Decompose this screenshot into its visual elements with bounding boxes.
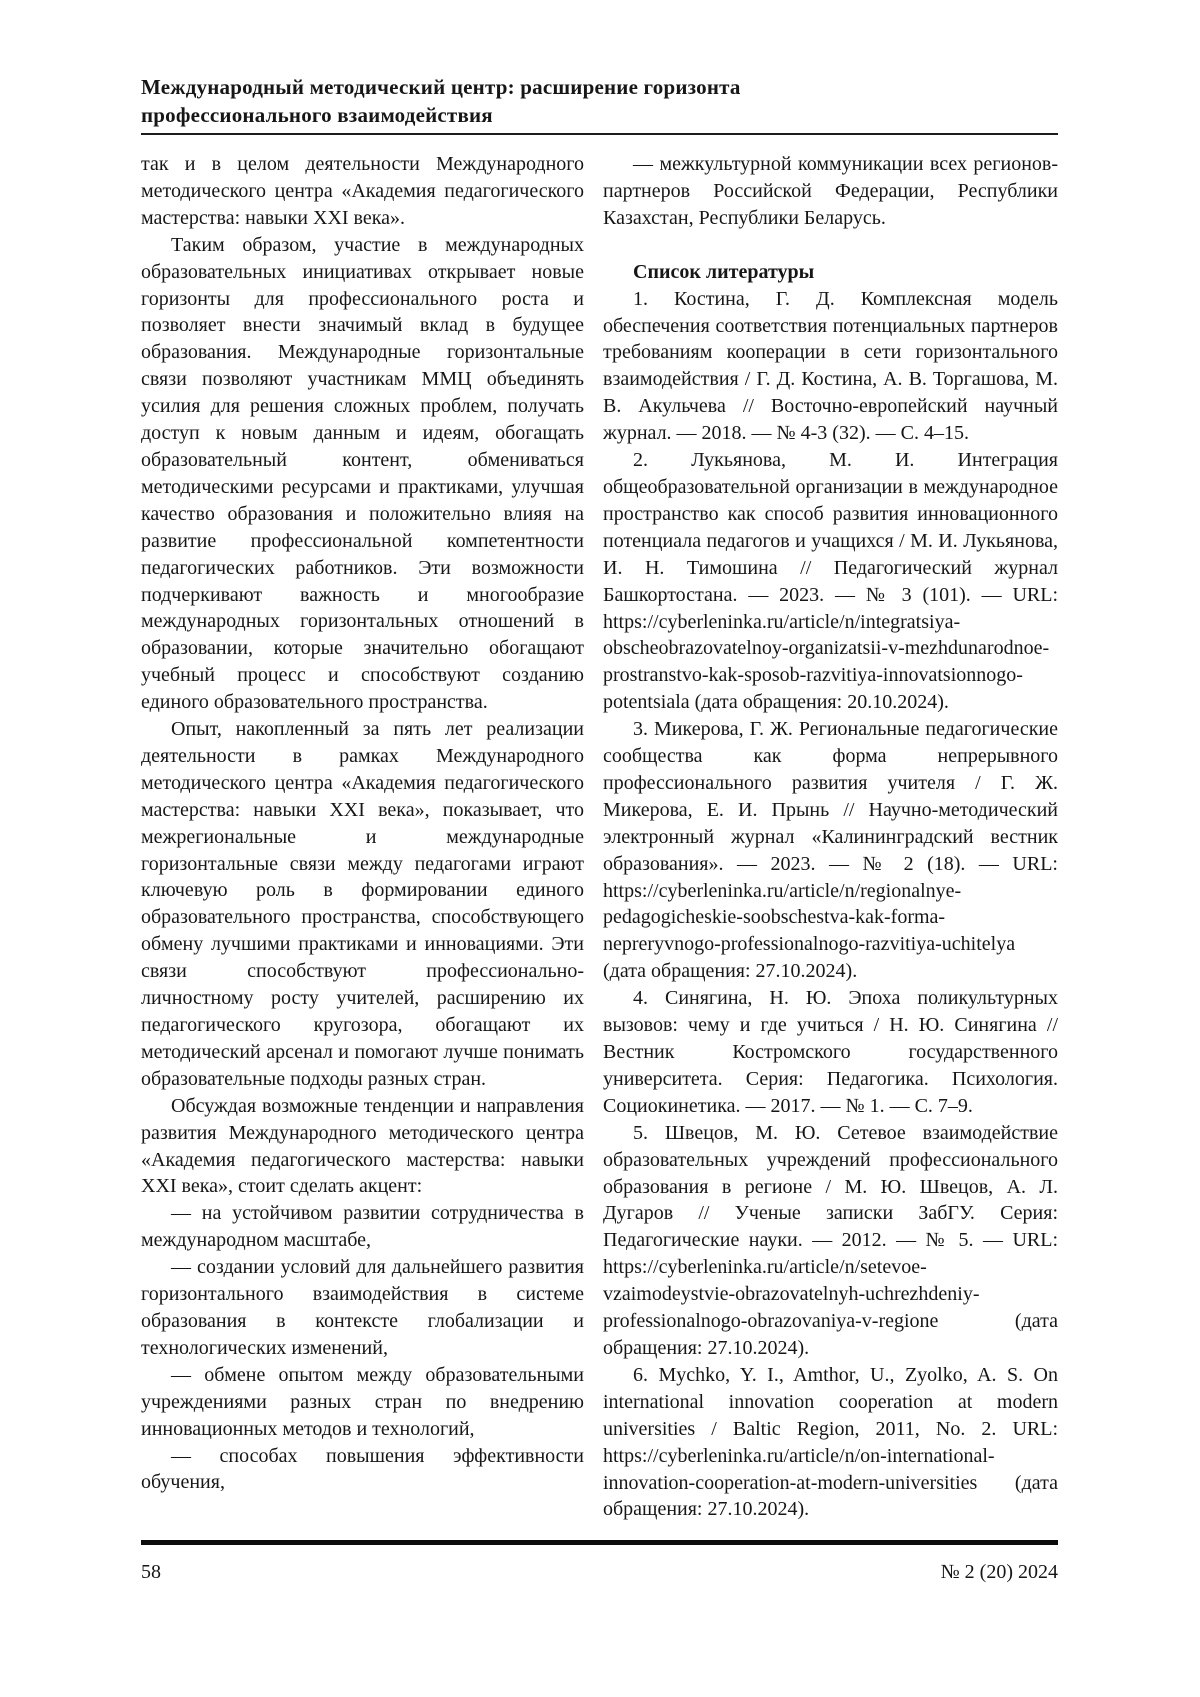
reference-item: 1. Костина, Г. Д. Комплексная модель обеспечения соответствия потенциальных партнеров требованиям кооперации в сети горизонтального взаимодействия / Г. Д. Костина, А. В. Торгашова, М. В. Акульчева // Восточно-европейский научный журнал. — 2018. — № 4-3 (32). — С. 4–15. — [603, 287, 1058, 445]
bullet-paragraph: — межкультурной коммуникации всех регионов-партнеров Российской Федерации, Республики Казахстан, Республики Беларусь. — [603, 153, 1058, 229]
body-paragraph: Опыт, накопленный за пять лет реализации деятельности в рамках Международного методического центра «Академия педагогического мастерства: навыки XXI века», показывает, что межрегиональные и международные горизонтальные связи между педагогами играют ключевую роль в формировании единого образовательного пространства, способствующего обмену лучшими практиками и инновациями. Эти связи способствуют профессионально-личностному росту учителей, расширению их педагогического кругозора, обогащают их методический арсенал и помогают лучше понимать образовательные подходы разных стран. — [141, 718, 584, 1090]
article-body — [141, 151, 1058, 1523]
page-number: 58 — [141, 1561, 161, 1583]
right-column — [603, 151, 1058, 1523]
references-heading: Список литературы — [633, 260, 815, 283]
footer-rule — [141, 1540, 1058, 1545]
body-paragraph: Обсуждая возможные тенденции и направления развития Международного методического центра «Академия педагогического мастерства: навыки XXI века», стоит сделать акцент: — [141, 1094, 584, 1198]
bullet-paragraph: — способах повышения эффективности обучения, — [141, 1444, 584, 1494]
reference-item: 6. Mychko, Y. I., Amthor, U., Zyolko, A. S. On international innovation cooperation at modern universities / Baltic Region, 2011, No. 2. URL: https://cyberleninka.ru/article/n/on-international-innovation-cooperation-at-modern-universities (дата обращения: 27.10.2024). — [603, 1363, 1058, 1521]
issue-number: № 2 (20) 2024 — [940, 1561, 1058, 1583]
left-column — [141, 151, 584, 1523]
reference-item: 2. Лукьянова, М. И. Интеграция общеобразовательной организации в международное пространство как способ развития инновационного потенциала педагогов и учащихся / М. И. Лукьянова, И. Н. Тимошина // Педагогический журнал Башкортостана. — 2023. — № 3 (101). — URL: https://cyberleninka.ru/article/n/integratsiya-obscheobrazovatelnoy-organizatsii-v-mezhdunarodnoe-prostranstvo-kak-sposob-razvitiya-innovatsionnogo-potentsiala (дата обращения: 20.10.2024). — [603, 449, 1058, 714]
body-paragraph: так и в целом деятельности Международного методического центра «Академия педагогического мастерства: навыки XXI века». — [141, 153, 584, 229]
footer-row — [141, 1559, 1058, 1585]
running-header — [141, 73, 1058, 135]
running-title-line: профессионального взаимодействия — [141, 103, 493, 127]
running-title-line: Международный методический центр: расширение горизонта — [141, 75, 741, 99]
bullet-paragraph: — на устойчивом развитии сотрудничества в международном масштабе, — [141, 1202, 584, 1252]
bullet-paragraph: — обмене опытом между образовательными учреждениями разных стран по внедрению инновационных методов и технологий, — [141, 1363, 584, 1440]
page-footer — [141, 1540, 1058, 1585]
reference-item: 3. Микерова, Г. Ж. Региональные педагогические сообщества как форма непрерывного профессионального развития учителя / Г. Ж. Микерова, Е. И. Прынь // Научно-методический электронный журнал «Калининградский вестник образования». — 2023. — № 2 (18). — URL: https://cyberleninka.ru/article/n/regionalnye-pedagogicheskie-soobschestva-kak-forma-nepreryvnogo-professionalnogo-razvitiya-uchitelya (дата обращения: 27.10.2024). — [603, 718, 1058, 983]
reference-item: 4. Синягина, Н. Ю. Эпоха поликультурных вызовов: чему и где учиться / Н. Ю. Синягина // Вестник Костромского государственного университета. Серия: Педагогика. Психология. Социокинетика. — 2017. — № 1. — С. 7–9. — [603, 987, 1058, 1117]
bullet-paragraph: — создании условий для дальнейшего развития горизонтального взаимодействия в системе образования в контексте глобализации и технологических изменений, — [141, 1256, 584, 1359]
body-paragraph: Таким образом, участие в международных образовательных инициативах открывает новые горизонты для профессионального роста и позволяет внести значимый вклад в будущее образования. Международные горизонтальные связи позволяют участникам ММЦ объединять усилия для решения сложных проблем, получать доступ к новым данным и идеям, обогащать образовательный контент, обмениваться методическими ресурсами и практиками, улучшая качество образования и положительно влияя на развитие профессиональной компетентности педагогических работников. Эти возможности подчеркивают важность и многообразие международных горизонтальных отношений в образовании, которые значительно обогащают учебный процесс и способствуют созданию единого образовательного пространства. — [141, 233, 584, 714]
reference-item: 5. Швецов, М. Ю. Сетевое взаимодействие образовательных учреждений профессионального образования в регионе / М. Ю. Швецов, А. Л. Дугаров // Ученые записки ЗабГУ. Серия: Педагогические науки. — 2012. — № 5. — URL: https://cyberleninka.ru/article/n/setevoe-vzaimodeystvie-obrazovatelnyh-uchrezhdeniy-professionalnogo-obrazovaniya-v-regione (дата обращения: 27.10.2024). — [603, 1121, 1058, 1359]
header-rule — [141, 133, 1058, 135]
